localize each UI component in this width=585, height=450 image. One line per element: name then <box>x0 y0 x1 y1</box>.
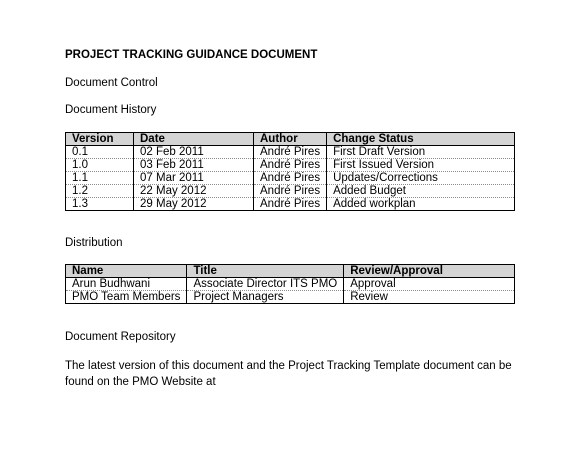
column-header-title: Title <box>187 265 344 278</box>
column-header-author: Author <box>254 133 327 146</box>
column-header-change-status: Change Status <box>327 133 515 146</box>
cell-change-status: Updates/Corrections <box>327 172 515 185</box>
cell-date: 22 May 2012 <box>134 185 254 198</box>
cell-author: André Pires <box>254 198 327 211</box>
cell-version: 1.3 <box>72 198 88 210</box>
cell-review-approval: Review <box>344 291 515 304</box>
cell-title: Associate Director ITS PMO <box>187 278 344 291</box>
column-header-name: Name <box>66 265 187 278</box>
document-title: PROJECT TRACKING GUIDANCE DOCUMENT <box>65 49 318 61</box>
cell-version: 1.2 <box>66 185 134 198</box>
cell-name: PMO Team Members <box>72 291 181 303</box>
table-header-row <box>66 133 515 146</box>
cell-author: André Pires <box>254 146 327 159</box>
cell-version: 1.1 <box>66 172 134 185</box>
column-header-version: Version <box>66 133 134 146</box>
document-repository-heading: Document Repository <box>65 331 176 343</box>
table-row <box>66 146 515 159</box>
cell-change-status: Added workplan <box>327 198 515 211</box>
cell-review-approval: Approval <box>344 278 515 291</box>
cell-date: 29 May 2012 <box>134 198 254 211</box>
distribution-table <box>65 264 515 304</box>
table-row <box>66 291 515 304</box>
column-header-date: Date <box>134 133 254 146</box>
cell-version: 1.0 <box>66 159 134 172</box>
table-header-row <box>66 265 515 278</box>
document-history-table <box>65 132 515 211</box>
cell-change-status: First Issued Version <box>327 159 515 172</box>
table-row <box>66 278 515 291</box>
column-header-review-approval: Review/Approval <box>344 265 515 278</box>
cell-author: André Pires <box>254 159 327 172</box>
cell-title: Project Managers <box>187 291 344 304</box>
document-history-heading: Document History <box>65 104 157 116</box>
cell-change-status: Added Budget <box>327 185 515 198</box>
cell-change-status: First Draft Version <box>327 146 515 159</box>
cell-author: André Pires <box>254 172 327 185</box>
cell-date: 07 Mar 2011 <box>134 172 254 185</box>
document-control-heading: Document Control <box>65 77 158 89</box>
table-row <box>66 198 515 211</box>
table-row <box>66 159 515 172</box>
table-row <box>66 172 515 185</box>
cell-date: 03 Feb 2011 <box>134 159 254 172</box>
cell-version: 0.1 <box>66 146 134 159</box>
distribution-heading: Distribution <box>65 237 123 249</box>
table-row <box>66 185 515 198</box>
repository-paragraph: The latest version of this document and the Project Tracking Template document can be found on the PMO Website at <box>65 360 512 388</box>
cell-author: André Pires <box>254 185 327 198</box>
cell-date: 02 Feb 2011 <box>134 146 254 159</box>
cell-name: Arun Budhwani <box>66 278 187 291</box>
